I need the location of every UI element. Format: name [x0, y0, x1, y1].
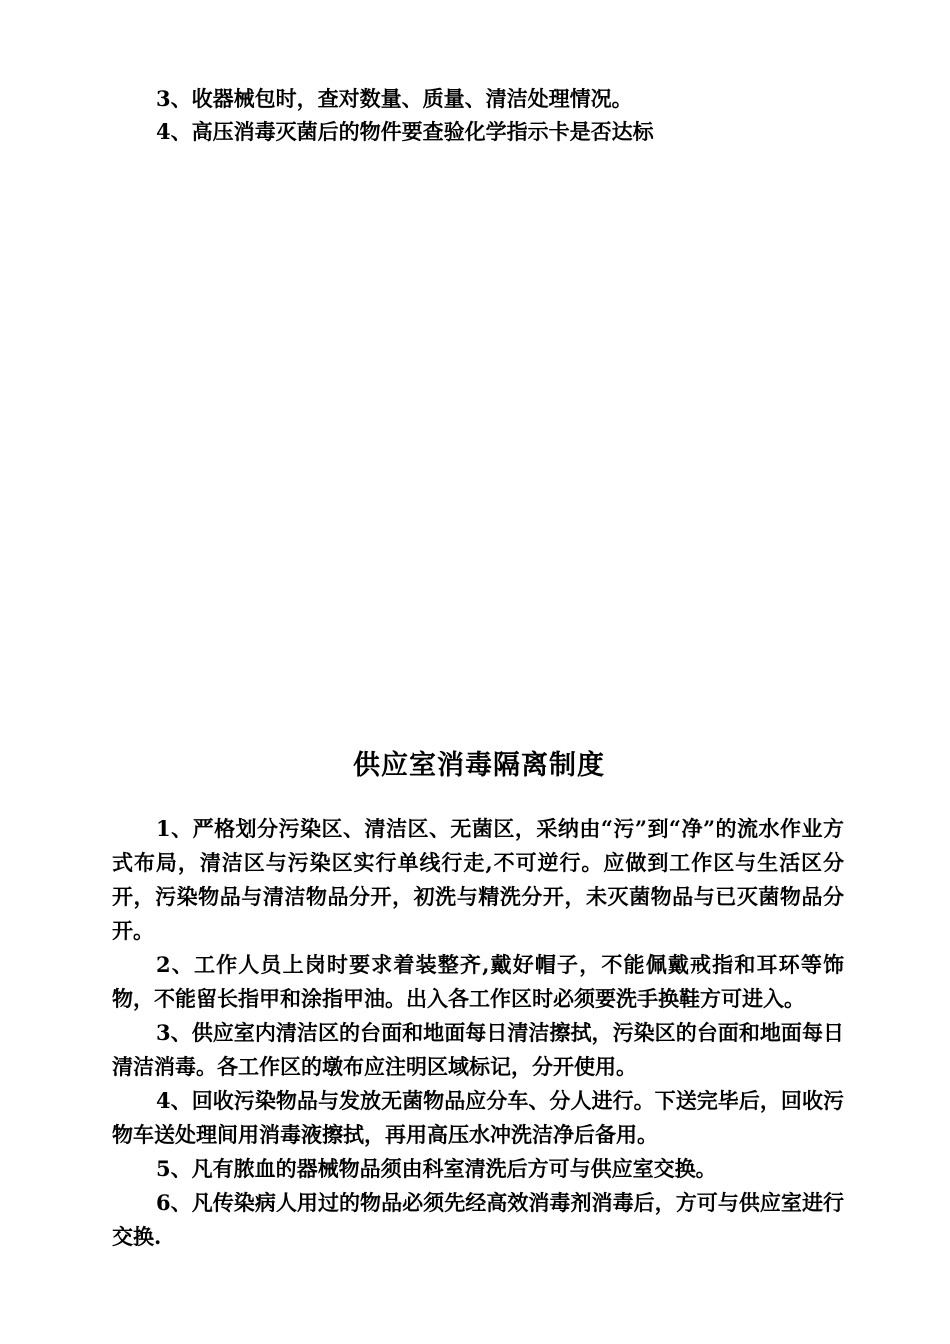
rule-6: 6、凡传染病人用过的物品必须先经高效消毒剂消毒后，方可与供应室进行交换. [112, 1190, 844, 1249]
rule-1: 1、严格划分污染区、清洁区、无菌区，采纳由“污”到“净”的流水作业方式布局，清洁区与污染区实行单线行走,不可逆行。应做到工作区与生活区分开，污染物品与清洁物品分开，初洗与精洗分开，未灭菌物品与已灭菌物品分开。 [112, 816, 844, 943]
rule-4: 4、回收污染物品与发放无菌物品应分车、分人进行。下送完毕后，回收污物车送处理间用消毒液擦拭，再用高压水冲洗洁净后备用。 [112, 1088, 844, 1147]
rule-5: 5、凡有脓血的器械物品须由科室清洗后方可与供应室交换。 [156, 1156, 717, 1181]
top-item-4: 4、高压消毒灭菌后的物件要查验化学指示卡是否达标 [156, 119, 654, 144]
document-title: 供应室消毒隔离制度 [353, 750, 605, 781]
rule-3: 3、供应室内清洁区的台面和地面每日清洁擦拭，污染区的台面和地面每日清洁消毒。各工作区的墩布应注明区域标记，分开使用。 [112, 1020, 844, 1079]
previous-section-items [112, 82, 842, 148]
rules-list [112, 812, 844, 1254]
rule-2: 2、工作人员上岗时要求着装整齐,戴好帽子，不能佩戴戒指和耳环等饰物，不能留长指甲和涂指甲油。出入各工作区时必须要洗手换鞋方可进入。 [112, 952, 844, 1011]
top-item-3: 3、收器械包时，查对数量、质量、清洁处理情况。 [156, 86, 633, 111]
